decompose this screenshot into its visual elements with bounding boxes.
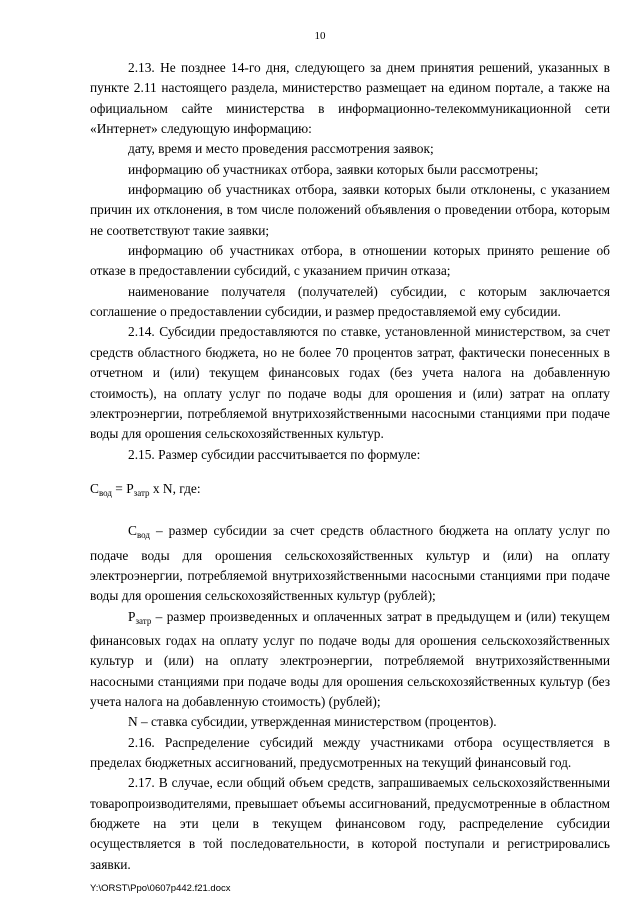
definition-p-zatr [90,607,610,713]
list-item-recipient-name: наименование получателя (получателей) субсидии, с которым заключается соглашение о предоставлении субсидии, и размер предоставляемой ему субсидии. [90,283,610,320]
definition-c-vod [90,521,610,606]
page-number: 10 [314,30,326,42]
formula-p-letter: Р [126,480,134,496]
formula-c-subscript: вод [98,487,112,498]
definition-n: N – ставка субсидии, утвержденная министерством (процентов). [128,714,497,730]
formula-equals: = [111,480,127,496]
paragraph-2-17: 2.17. В случае, если общий объем средств, запрашиваемых сельскохозяйственными товаропроизводителями, превышает объемы ассигнований, предусмотренные в областном бюджете на эти цели в текущем финансовом году, распределение субсидии осуществляется в той последовательности, в которой поступали и регистрировались заявки. [90,775,610,872]
paragraph-2-16: 2.16. Распределение субсидий между участниками отбора осуществляется в пределах бюджетных ассигнований, предусмотренных на текущий финансовый год. [90,734,610,770]
formula-c-letter: С [90,480,99,496]
definition-p-text: – размер произведенных и оплаченных затрат в предыдущем и (или) текущем финансовых годах на оплату услуг по подаче воды для орошения сельскохозяйственных культур и (или) на оплату электроэнергии, потребляемой внутрихозяйственными насосными станциями при подаче воды для орошения сельскохозяйственных культур (без учета налога на добавленную стоимость) (рублей); [90,608,610,709]
file-path-footer: Y:\ORST\Ppo\0607p442.f21.docx [90,883,231,894]
definition-c-text: – размер субсидии за счет средств областного бюджета на оплату услуг по подаче воды для орошения сельскохозяйственных культур и (или) на оплату электроэнергии, потребляемой внутрихозяйственными насосными станциями при подаче воды для орошения сельскохозяйственных культур (рублей); [90,523,610,604]
subsidy-formula [90,479,610,503]
definition-p-subscript: затр [135,615,152,626]
definition-c-letter: С [128,523,137,539]
definition-p-letter: Р [128,608,136,624]
list-item-refused-participants: информацию об участниках отбора, в отношении которых принято решение об отказе в предоставлении субсидий, с указанием причин отказа; [90,243,610,279]
document-body [90,58,610,875]
definition-c-subscript: вод [136,530,150,541]
list-item-review-date: дату, время и место проведения рассмотрения заявок; [128,141,434,157]
list-item-rejected-participants: информацию об участниках отбора, заявки которых были отклонены, с указанием причин их отклонения, в том числе положений объявления о проведении отбора, которым не соответствуют такие заявки; [90,182,610,238]
paragraph-2-15: 2.15. Размер субсидии рассчитывается по формуле: [128,446,421,462]
formula-p-subscript: затр [133,487,150,498]
paragraph-2-14: 2.14. Субсидии предоставляются по ставке, установленной министерством, за счет средств областного бюджета, но не более 70 процентов затрат, фактически понесенных в отчетном и (или) текущем финансовых годах (без учета налога на добавленную стоимость), на оплату услуг по подаче воды для орошения и (или) затрат на оплату электроэнергии, потребляемой внутрихозяйственными насосными станциями при подаче воды для орошения сельскохозяйственных культур. [90,324,610,442]
paragraph-2-13: 2.13. Не позднее 14-го дня, следующего за днем принятия решений, указанных в пункте 2.11 настоящего раздела, министерство размещает на едином портале, а также на официальном сайте министерства в информационно-телекоммуникационной сети «Интернет» следующую информацию: [90,60,610,137]
formula-rest: х N, где: [149,480,201,496]
list-item-reviewed-participants: информацию об участниках отбора, заявки которых были рассмотрены; [128,161,539,177]
